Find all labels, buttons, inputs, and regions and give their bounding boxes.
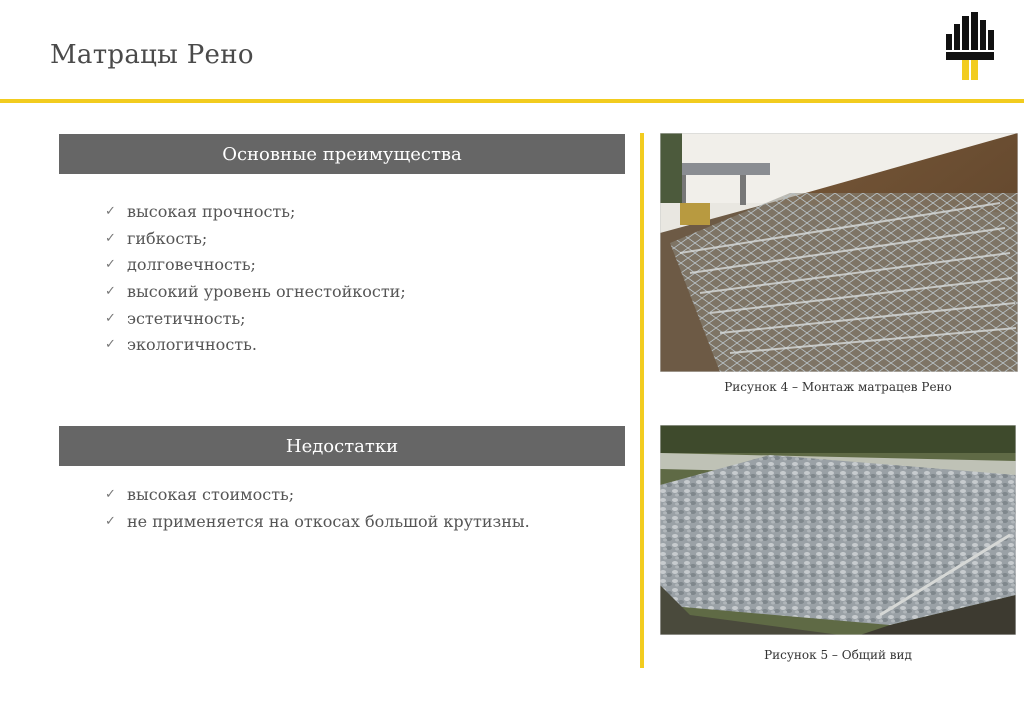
checkmark-icon: ✓ bbox=[105, 283, 116, 299]
list-item: ✓ не применяется на откосах большой крутизны. bbox=[105, 511, 530, 531]
checkmark-icon: ✓ bbox=[105, 513, 116, 529]
disadvantages-list bbox=[105, 481, 530, 534]
slide-title: Матрацы Рено bbox=[50, 40, 254, 70]
reno-mattress-installation-photo bbox=[660, 133, 1018, 372]
rosneft-logo-icon bbox=[942, 12, 1000, 82]
list-item: ✓ гибкость; bbox=[105, 228, 208, 248]
checkmark-icon: ✓ bbox=[105, 257, 116, 273]
reno-mattress-general-view-photo bbox=[660, 425, 1016, 635]
figure-4-caption: Рисунок 4 – Монтаж матрацев Рено bbox=[724, 380, 952, 394]
list-item: ✓ долговечность; bbox=[105, 255, 256, 275]
list-item: ✓ высокий уровень огнестойкости; bbox=[105, 281, 406, 301]
header-divider bbox=[0, 99, 1024, 103]
checkmark-icon: ✓ bbox=[105, 337, 116, 353]
list-item: ✓ экологичность. bbox=[105, 335, 257, 355]
checkmark-icon: ✓ bbox=[105, 230, 116, 246]
list-item: ✓ эстетичность; bbox=[105, 308, 246, 328]
checkmark-icon: ✓ bbox=[105, 486, 116, 502]
figure-5-caption: Рисунок 5 – Общий вид bbox=[764, 648, 912, 662]
list-item: ✓ высокая прочность; bbox=[105, 201, 296, 221]
checkmark-icon: ✓ bbox=[105, 203, 116, 219]
vertical-divider bbox=[640, 133, 644, 668]
checkmark-icon: ✓ bbox=[105, 310, 116, 326]
list-item: ✓ высокая стоимость; bbox=[105, 484, 295, 504]
advantages-header: Основные преимущества bbox=[59, 134, 625, 174]
advantages-list bbox=[105, 198, 406, 358]
disadvantages-header: Недостатки bbox=[59, 426, 625, 466]
